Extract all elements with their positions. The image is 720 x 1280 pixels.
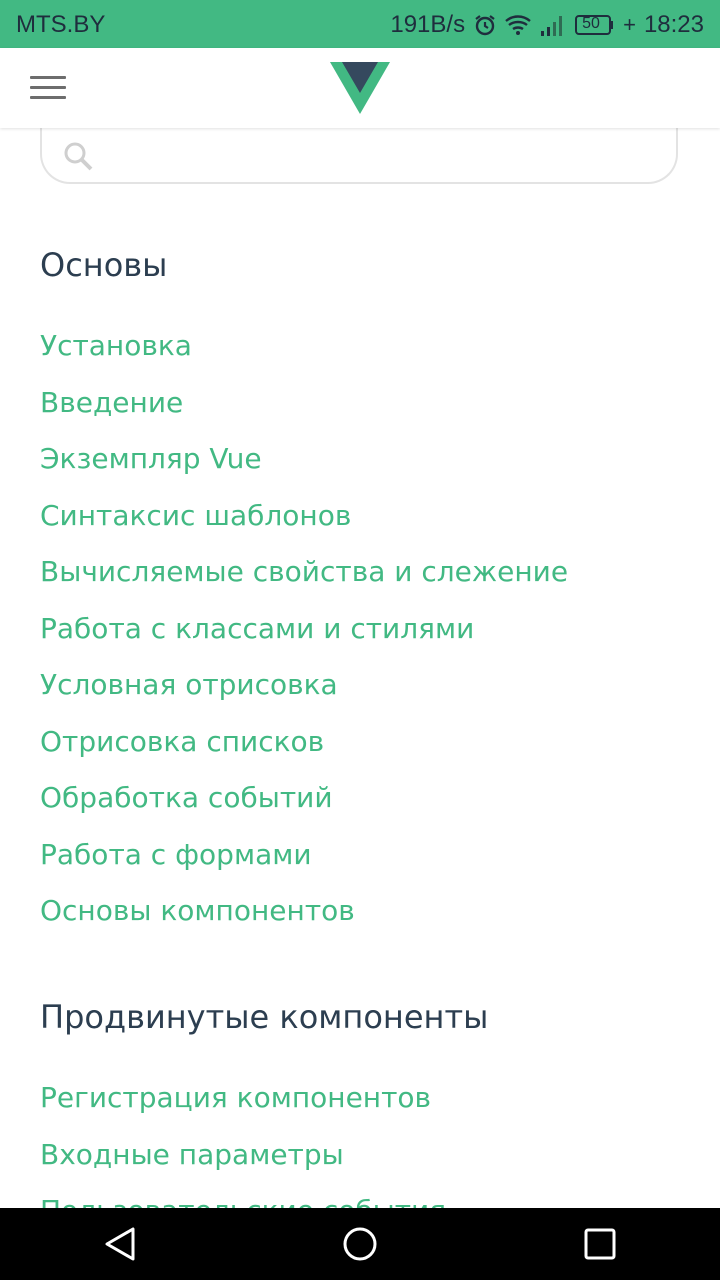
charging-icon: + bbox=[623, 12, 636, 37]
list-item bbox=[40, 326, 568, 383]
status-icons bbox=[390, 11, 704, 39]
wifi-icon bbox=[505, 14, 531, 36]
section-title-advanced-components: Продвинутые компоненты bbox=[40, 998, 489, 1036]
section-title-basics: Основы bbox=[40, 246, 168, 284]
hamburger-icon[interactable] bbox=[30, 76, 66, 100]
nav-link[interactable]: Регистрация компонентов bbox=[40, 1081, 432, 1114]
nav-link[interactable]: Условная отрисовка bbox=[40, 668, 338, 701]
system-navigation-bar bbox=[0, 1208, 720, 1280]
carrier-label: MTS.BY bbox=[16, 11, 106, 38]
nav-link[interactable]: Работа с классами и стилями bbox=[40, 611, 475, 645]
app-header bbox=[0, 48, 720, 128]
back-triangle-icon[interactable] bbox=[90, 1214, 150, 1274]
nav-link[interactable]: Синтаксис шаблонов bbox=[40, 498, 352, 532]
nav-link[interactable]: Отрисовка списков bbox=[40, 724, 325, 758]
list-item bbox=[40, 722, 568, 779]
signal-icon bbox=[539, 13, 567, 37]
list-item bbox=[40, 383, 568, 440]
vue-logo[interactable] bbox=[330, 62, 390, 114]
battery-level: 50 bbox=[582, 15, 600, 32]
list-item bbox=[40, 609, 568, 666]
nav-link[interactable]: Работа с формами bbox=[40, 837, 312, 871]
nav-link[interactable]: Экземпляр Vue bbox=[40, 442, 262, 475]
nav-link[interactable]: Обработка событий bbox=[40, 781, 333, 814]
list-item bbox=[40, 439, 568, 496]
list-item bbox=[40, 496, 568, 553]
list-item bbox=[40, 552, 568, 609]
list-item bbox=[40, 1135, 446, 1192]
recents-square-icon[interactable] bbox=[570, 1214, 630, 1274]
home-circle-icon[interactable] bbox=[330, 1214, 390, 1274]
status-bar bbox=[0, 0, 720, 48]
nav-link[interactable]: Входные параметры bbox=[40, 1137, 344, 1171]
nav-link[interactable]: Основы компонентов bbox=[40, 894, 355, 927]
sidebar-content bbox=[0, 128, 720, 1208]
list-item bbox=[40, 665, 568, 722]
alarm-icon bbox=[473, 13, 497, 37]
list-item bbox=[40, 778, 568, 835]
nav-link[interactable]: Установка bbox=[40, 329, 192, 362]
search-input[interactable] bbox=[40, 128, 678, 184]
search-icon bbox=[62, 140, 94, 172]
nav-link[interactable]: Вычисляемые свойства и слежение bbox=[40, 555, 569, 588]
nav-link[interactable]: Введение bbox=[40, 385, 184, 419]
list-item bbox=[40, 891, 568, 948]
clock: 18:23 bbox=[643, 11, 704, 38]
battery-icon bbox=[575, 14, 615, 36]
list-item bbox=[40, 1078, 446, 1135]
network-speed: 191B/s bbox=[390, 11, 466, 38]
list-item bbox=[40, 835, 568, 892]
nav-list-basics bbox=[40, 326, 568, 948]
